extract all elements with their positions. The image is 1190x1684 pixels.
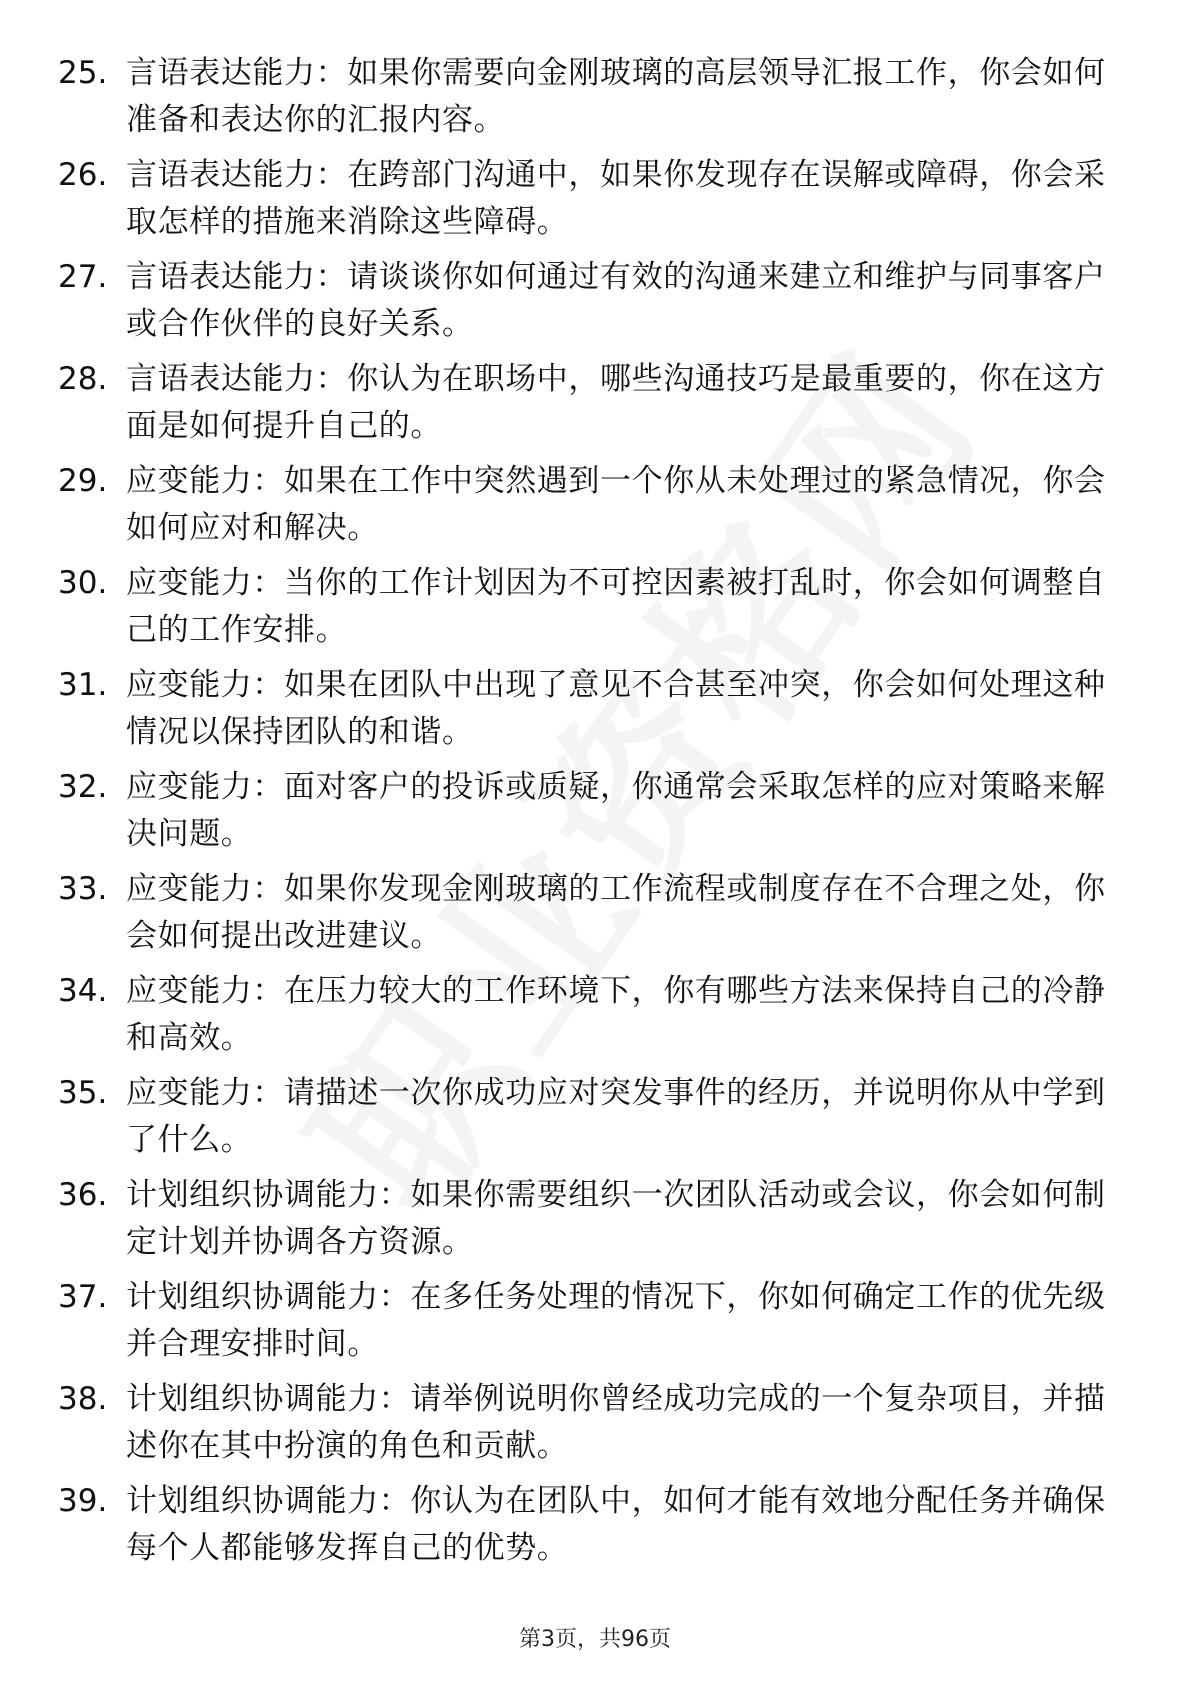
question-number: 32. [58, 769, 108, 805]
question-text: 应变能力：面对客户的投诉或质疑，你通常会采取怎样的应对策略来解决问题。 [126, 769, 1106, 852]
question-text: 应变能力：当你的工作计划因为不可控因素被打乱时，你会如何调整自己的工作安排。 [126, 565, 1106, 648]
list-item [58, 1478, 1118, 1580]
list-item [58, 1376, 1118, 1478]
list-item [58, 968, 1118, 1070]
question-text: 应变能力：如果在团队中出现了意见不合甚至冲突，你会如何处理这种情况以保持团队的和谐。 [126, 667, 1106, 750]
question-number: 28. [58, 361, 108, 397]
question-text: 言语表达能力：请谈谈你如何通过有效的沟通来建立和维护与同事客户或合作伙伴的良好关系。 [126, 259, 1106, 342]
question-number: 25. [58, 55, 108, 91]
question-number: 39. [58, 1483, 108, 1519]
question-text: 计划组织协调能力：如果你需要组织一次团队活动或会议，你会如何制定计划并协调各方资源。 [126, 1177, 1106, 1260]
list-item [58, 1172, 1118, 1274]
question-text: 应变能力：如果在工作中突然遇到一个你从未处理过的紧急情况，你会如何应对和解决。 [126, 463, 1106, 546]
question-number: 31. [58, 667, 108, 703]
question-text: 言语表达能力：如果你需要向金刚玻璃的高层领导汇报工作，你会如何准备和表达你的汇报内容。 [126, 55, 1106, 138]
question-number: 37. [58, 1279, 108, 1315]
question-number: 38. [58, 1381, 108, 1417]
question-number: 26. [58, 157, 108, 193]
question-list [58, 50, 1118, 1580]
list-item [58, 662, 1118, 764]
question-text: 言语表达能力：在跨部门沟通中，如果你发现存在误解或障碍，你会采取怎样的措施来消除这些障碍。 [126, 157, 1106, 240]
list-item [58, 254, 1118, 356]
question-text: 应变能力：在压力较大的工作环境下，你有哪些方法来保持自己的冷静和高效。 [126, 973, 1106, 1056]
list-item [58, 458, 1118, 560]
question-number: 30. [58, 565, 108, 601]
list-item [58, 50, 1118, 152]
question-number: 36. [58, 1177, 108, 1213]
question-text: 应变能力：请描述一次你成功应对突发事件的经历，并说明你从中学到了什么。 [126, 1075, 1106, 1158]
list-item [58, 152, 1118, 254]
question-text: 计划组织协调能力：你认为在团队中，如何才能有效地分配任务并确保每个人都能够发挥自己的优势。 [126, 1483, 1106, 1566]
question-number: 35. [58, 1075, 108, 1111]
question-number: 33. [58, 871, 108, 907]
list-item [58, 560, 1118, 662]
question-text: 计划组织协调能力：请举例说明你曾经成功完成的一个复杂项目，并描述你在其中扮演的角色和贡献。 [126, 1381, 1106, 1464]
question-text: 应变能力：如果你发现金刚玻璃的工作流程或制度存在不合理之处，你会如何提出改进建议。 [126, 871, 1106, 954]
page-number: 第3页，共96页 [519, 1627, 671, 1652]
question-number: 34. [58, 973, 108, 1009]
question-text: 计划组织协调能力：在多任务处理的情况下，你如何确定工作的优先级并合理安排时间。 [126, 1279, 1106, 1362]
question-text: 言语表达能力：你认为在职场中，哪些沟通技巧是最重要的，你在这方面是如何提升自己的。 [126, 361, 1106, 444]
question-number: 29. [58, 463, 108, 499]
list-item [58, 1274, 1118, 1376]
list-item [58, 866, 1118, 968]
question-number: 27. [58, 259, 108, 295]
list-item [58, 356, 1118, 458]
list-item [58, 1070, 1118, 1172]
list-item [58, 764, 1118, 866]
